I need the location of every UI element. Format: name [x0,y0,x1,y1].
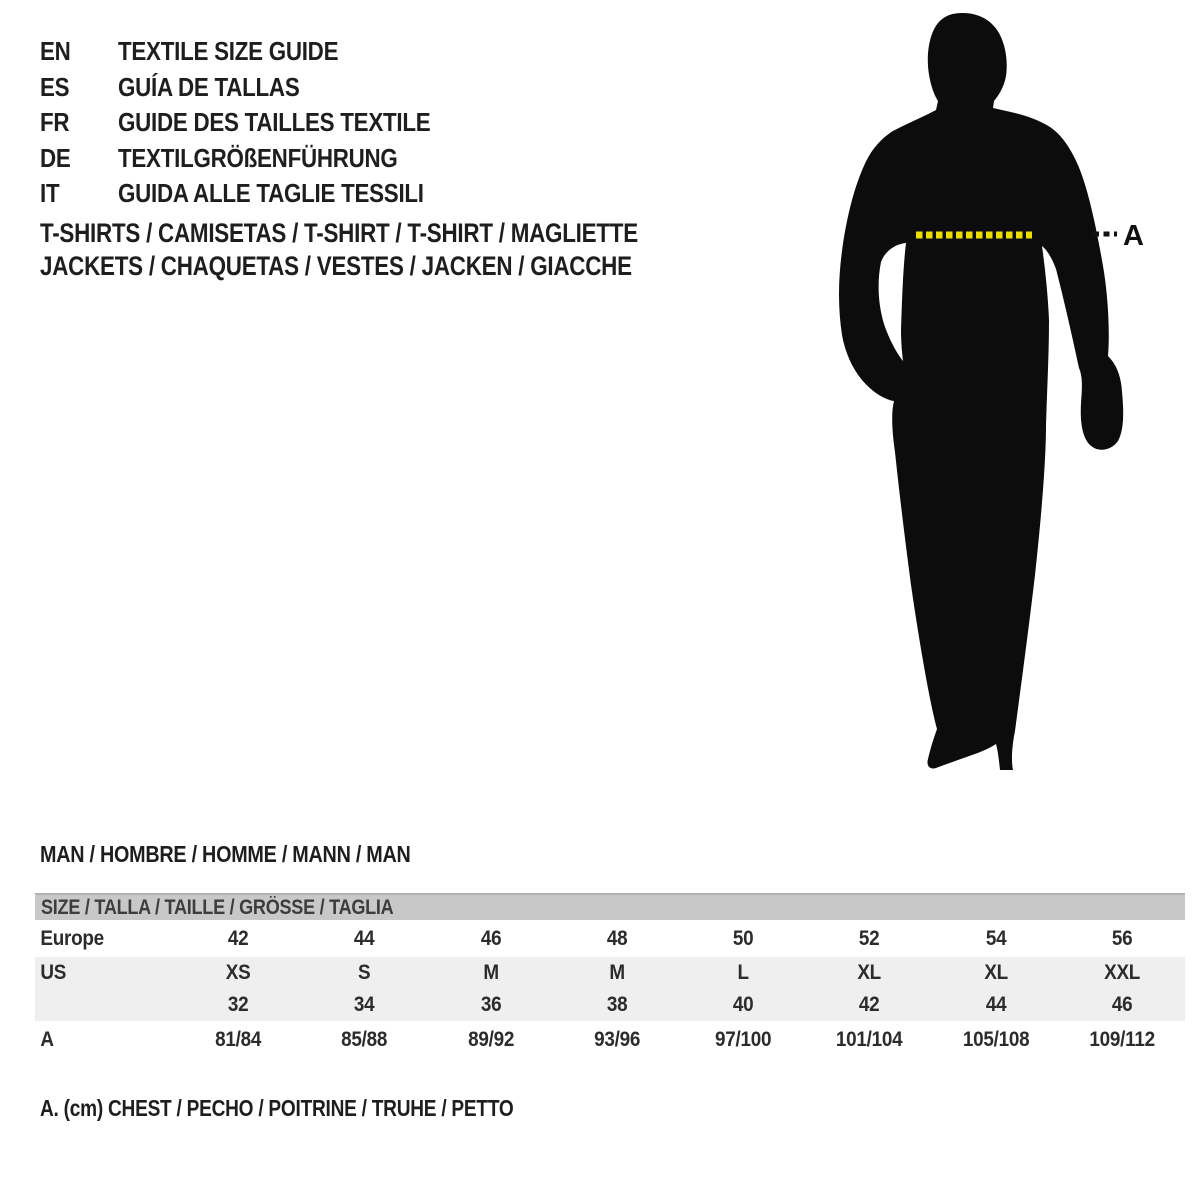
lang-label: GUIDA ALLE TAGLIE TESSILI [118,178,424,209]
category-line-jackets: JACKETS / CHAQUETAS / VESTES / JACKEN / GIACCHE [40,251,632,281]
category-line-tshirts: T-SHIRTS / CAMISETAS / T-SHIRT / T-SHIRT / MAGLIETTE [40,218,638,248]
cell: 52 [859,926,880,950]
table-row-europe [35,920,1185,957]
lang-label: TEXTILE SIZE GUIDE [118,36,339,67]
size-table-header-label: SIZE / TALLA / TAILLE / GRÖSSE / TAGLIA [41,895,394,919]
cell: 109/112 [1089,1027,1155,1051]
lang-row-de [40,141,481,177]
cell: S [358,961,371,984]
measure-note: A. (cm) CHEST / PECHO / POITRINE / TRUHE / PETTO [40,1095,514,1121]
size-table-header [35,893,1185,920]
lang-row-es [40,70,481,106]
language-list [40,34,481,212]
cell: 42 [227,926,249,950]
row-label: A [40,1027,54,1051]
man-figure [818,0,1162,780]
cell: 44 [985,993,1006,1016]
table-row-us [35,957,1185,989]
cell: 46 [480,926,501,950]
lang-row-fr [40,105,481,141]
cell: M [609,961,625,984]
lang-code: EN [40,36,71,67]
lang-code: IT [40,178,60,209]
cell: 36 [480,993,501,1016]
cell: L [737,961,749,984]
cell: 56 [1111,926,1133,950]
cell: XL [857,961,882,984]
lang-label: GUIDE DES TAILLES TEXTILE [118,107,431,138]
row-label: Europe [40,926,104,950]
man-silhouette [839,13,1123,770]
cell: 34 [354,993,375,1016]
cell: 54 [985,926,1006,950]
cell: 48 [606,926,628,950]
cell: 101/104 [836,1027,903,1051]
cell: 97/100 [715,1027,772,1051]
gender-section-title: MAN / HOMBRE / HOMME / MANN / MAN [40,841,411,867]
lang-label: TEXTILGRÖßENFÜHRUNG [118,142,398,173]
cell: 40 [732,993,754,1016]
size-table [35,893,1185,1058]
cell: XXL [1103,961,1140,984]
table-row-chest [35,1021,1185,1058]
lang-row-en [40,34,481,70]
cell: M [482,961,499,984]
category-lines [40,217,760,283]
table-row-numeric [35,989,1185,1021]
lang-code: ES [40,71,70,102]
cell: 38 [606,993,628,1016]
lang-code: DE [40,142,71,173]
cell: XS [225,961,251,984]
lang-row-it [40,176,481,212]
cell: 46 [1111,993,1133,1016]
cell: 44 [354,926,375,950]
cell: XL [983,961,1008,984]
cell: 89/92 [467,1027,514,1051]
cell: 81/84 [215,1027,262,1051]
cell: 42 [859,993,880,1016]
cell: 105/108 [962,1027,1029,1051]
cell: 32 [227,993,249,1016]
cell: 50 [732,926,754,950]
row-label: US [40,961,67,984]
lang-code: FR [40,107,70,138]
lang-label: GUÍA DE TALLAS [118,71,300,102]
cell: 85/88 [341,1027,388,1051]
cell: 93/96 [593,1027,640,1051]
measure-label-a: A [1123,220,1144,252]
